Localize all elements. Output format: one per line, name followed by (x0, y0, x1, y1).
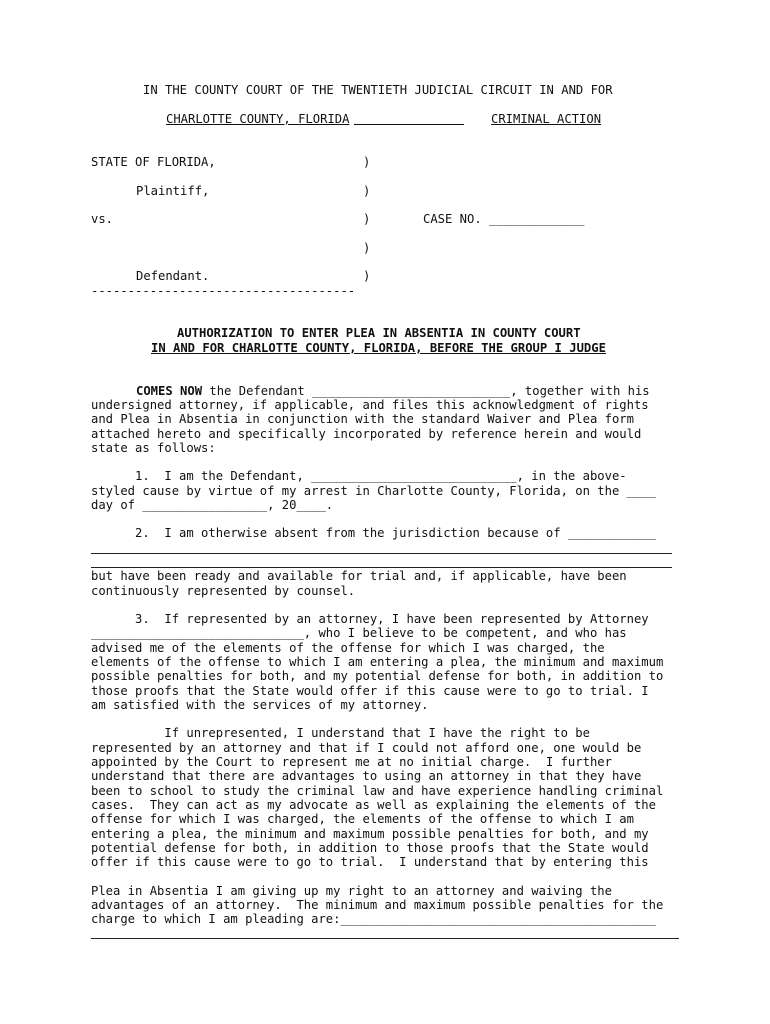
para4-line: entering a plea, the minimum and maximum possible penalties for both, and my (91, 827, 649, 841)
para4-line: appointed by the Court to represent me at no initial charge. I further (91, 755, 612, 769)
para3-line: possible penalties for both, and my potential defense for both, in addition to (91, 669, 664, 683)
comes-now: COMES NOW (136, 384, 203, 398)
para1-line: styled cause by virtue of my arrest in Charlotte County, Florida, on the ____ (91, 484, 656, 498)
intro-line: attached hereto and specifically incorporated by reference herein and would (91, 427, 642, 441)
para4-line: been to school to study the criminal law and have experience handling criminal (91, 784, 664, 798)
intro-line: undersigned attorney, if applicable, and files this acknowledgment of rights (91, 398, 649, 412)
para5-line: advantages of an attorney. The minimum and maximum possible penalties for the (91, 898, 664, 912)
para3-line: advised me of the elements of the offense for which I was charged, the (91, 641, 605, 655)
para4-line: offense for which I was charged, the elements of the offense to which I am (91, 812, 634, 826)
caption-paren: ) (363, 269, 371, 283)
para5-line: Plea in Absentia I am giving up my right to an attorney and waiving the (91, 884, 612, 898)
para3-line: am satisfied with the services of my attorney. (91, 698, 429, 712)
county-underline-gap (354, 112, 464, 126)
caption-paren: ) (363, 184, 371, 198)
caption-paren: ) (363, 241, 371, 255)
para3-line: 3. If represented by an attorney, I have been represented by Attorney (91, 612, 649, 626)
blank-line (91, 553, 672, 554)
caption-plaintiff: Plaintiff, (136, 184, 210, 198)
para4-line: If unrepresented, I understand that I have the right to be (91, 726, 590, 740)
para4-line: cases. They can act as my advocate as well as explaining the elements of the (91, 798, 656, 812)
caption-paren: ) (363, 155, 371, 169)
caption-paren: ) (363, 212, 371, 226)
para1-line: day of _________________, 20____. (91, 498, 334, 512)
para4-line: understand that there are advantages to using an attorney in that they have (91, 769, 642, 783)
para3-line: elements of the offense to which I am entering a plea, the minimum and maximum (91, 655, 664, 669)
caption-vs: vs. (91, 212, 114, 226)
para2-line: but have been ready and available for trial and, if applicable, have been (91, 569, 627, 583)
para4-line: offer if this cause were to go to trial. I understand that by entering this (91, 855, 649, 869)
para2-line: continuously represented by counsel. (91, 584, 356, 598)
document-subtitle: IN AND FOR CHARLOTTE COUNTY, FLORIDA, BEFORE THE GROUP I JUDGE (151, 341, 606, 355)
para4-line: potential defense for both, in addition to those proofs that the State would (91, 841, 649, 855)
blank-line (91, 567, 672, 568)
para2-line: 2. I am otherwise absent from the jurisdiction because of ____________ (91, 526, 656, 540)
para3-line: those proofs that the State would offer if this cause were to go to trial. I (91, 684, 649, 698)
intro-rest: the Defendant ___________________________, together with his (202, 384, 650, 398)
case-number: CASE NO. _____________ (423, 212, 585, 226)
intro-first-line (136, 384, 650, 398)
blank-line (91, 938, 679, 939)
county-name: CHARLOTTE COUNTY, FLORIDA (166, 112, 350, 126)
caption-defendant: Defendant. (136, 269, 210, 283)
court-heading: IN THE COUNTY COURT OF THE TWENTIETH JUDICIAL CIRCUIT IN AND FOR (143, 83, 613, 97)
intro-line: and Plea in Absentia in conjunction with the standard Waiver and Plea form (91, 412, 634, 426)
caption-divider: ------------------------------------ (91, 284, 356, 298)
para1-line: 1. I am the Defendant, ____________________________, in the above- (91, 469, 627, 483)
para4-line: represented by an attorney and that if I could not afford one, one would be (91, 741, 642, 755)
caption-state: STATE OF FLORIDA, (91, 155, 216, 169)
para5-line: charge to which I am pleading are:___________________________________________ (91, 912, 656, 926)
document-title: AUTHORIZATION TO ENTER PLEA IN ABSENTIA IN COUNTY COURT (177, 326, 581, 340)
para3-line: _____________________________, who I believe to be competent, and who has (91, 626, 627, 640)
intro-line: state as follows: (91, 441, 216, 455)
action-type: CRIMINAL ACTION (491, 112, 602, 126)
